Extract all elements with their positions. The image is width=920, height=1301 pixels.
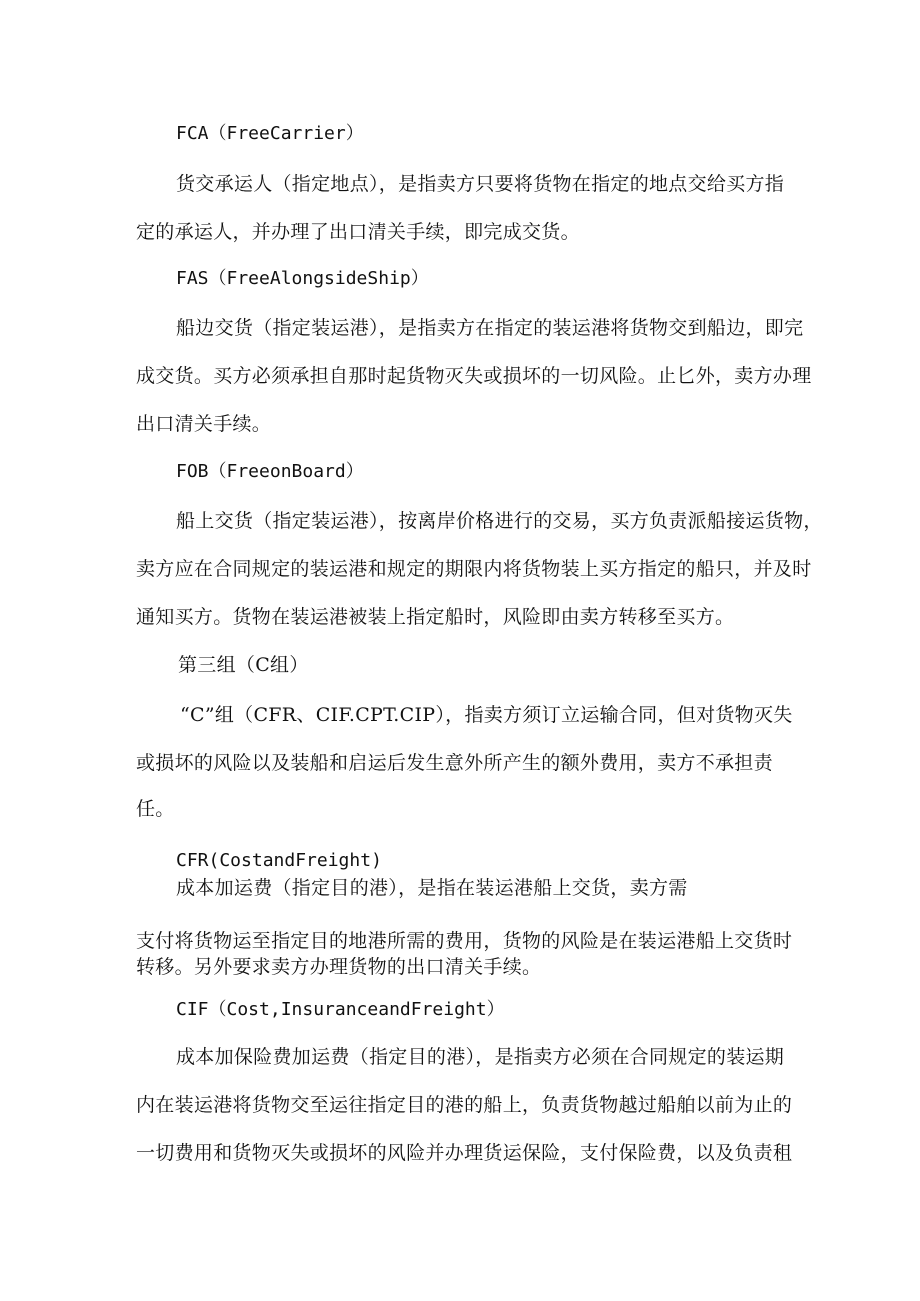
paragraph-line: 转移。另外要求卖方办理货物的出口清关手续。 bbox=[136, 956, 542, 978]
paragraph-line: 通知买方。货物在装运港被装上指定船时，风险即由卖方转移至买方。 bbox=[136, 606, 735, 628]
group-heading-c: 第三组（C组） bbox=[178, 654, 309, 676]
paragraph-line: 或损坏的风险以及装船和启运后发生意外所产生的额外费用，卖方不承担责 bbox=[136, 752, 773, 774]
term-heading-fob: FOB（FreeonBoard） bbox=[176, 461, 364, 482]
paragraph-line: 卖方应在合同规定的装运港和规定的期限内将货物装上买方指定的船只，并及时 bbox=[136, 558, 812, 580]
paragraph-line: 支付将货物运至指定目的地港所需的费用，货物的风险是在装运港船上交货时 bbox=[136, 930, 793, 952]
term-heading-fca: FCA（FreeCarrier） bbox=[176, 123, 364, 144]
paragraph-line: 船上交货（指定装运港），按离岸价格进行的交易，买方负责派船接运货物， bbox=[176, 510, 823, 532]
paragraph-line: 成本加保险费加运费（指定目的港），是指卖方必须在合同规定的装运期 bbox=[176, 1046, 785, 1068]
term-heading-fas: FAS（FreeAlongsideShip） bbox=[176, 268, 429, 289]
paragraph-line: 船边交货（指定装运港），是指卖方在指定的装运港将货物交到船边，即完 bbox=[176, 317, 804, 339]
paragraph-line: 出口清关手续。 bbox=[136, 413, 272, 435]
term-heading-cfr: CFR(CostandFreight) bbox=[176, 850, 382, 871]
paragraph-line: 成本加运费（指定目的港），是指在装运港船上交货，卖方需 bbox=[176, 877, 688, 899]
paragraph-line: 一切费用和货物灭失或损坏的风险并办理货运保险，支付保险费，以及负责租 bbox=[136, 1142, 793, 1164]
term-heading-cif: CIF（Cost,InsuranceandFreight） bbox=[176, 999, 505, 1020]
paragraph-line: 内在装运港将货物交至运往指定目的港的船上，负责货物越过船舶以前为止的 bbox=[136, 1094, 793, 1116]
paragraph-line: 成交货。买方必须承担自那时起货物灭失或损坏的一切风险。止匕外，卖方办理 bbox=[136, 365, 812, 387]
paragraph-line: “C”组（CFR、CIF.CPT.CIP），指卖方须订立运输合同，但对货物灭失 bbox=[180, 704, 793, 726]
paragraph-line: 货交承运人（指定地点），是指卖方只要将货物在指定的地点交给买方指 bbox=[176, 173, 785, 195]
paragraph-line: 任。 bbox=[136, 798, 175, 820]
paragraph-line: 定的承运人，并办理了出口清关手续，即完成交货。 bbox=[136, 221, 580, 243]
